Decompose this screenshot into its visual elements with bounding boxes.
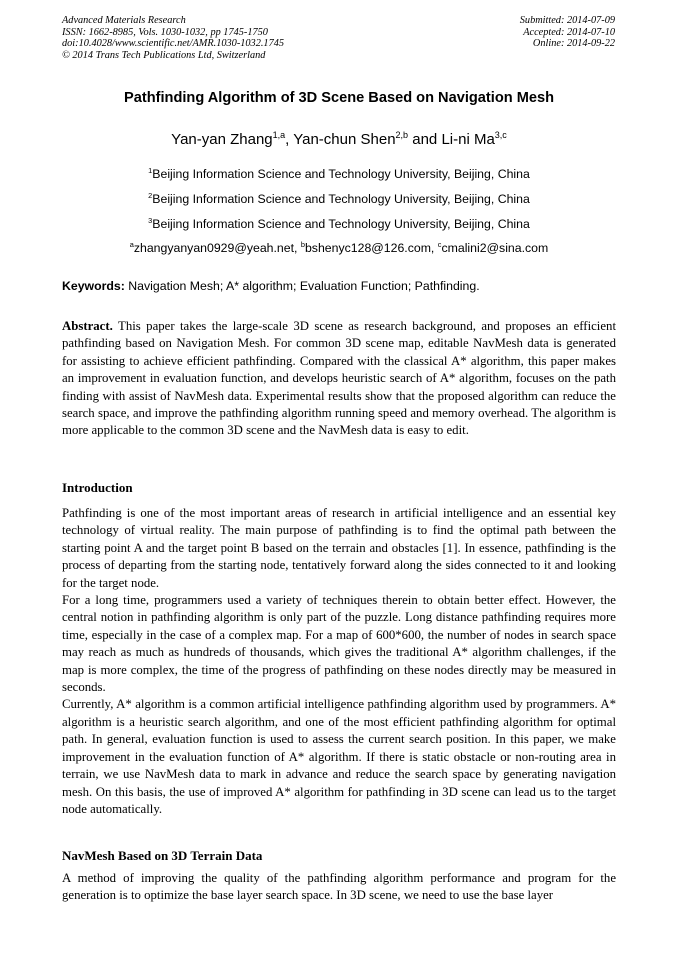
section-heading-introduction: Introduction [62, 480, 133, 495]
email-mark: b [300, 239, 305, 249]
abstract-text: This paper takes the large-scale 3D scene as research background, and proposes an efficient pathfinding based on Navigation Mesh. For common 3D scene map, editable NavMesh data is generated for assisting to achieve efficient pathfinding. Compared with the classical A* algorithm, this paper makes an improvement in evaluation function, and develops heuristic search of A* algorithm, focuses on the path finding with assist of NavMesh data. Experimental results show that the proposed algorithm can reduce the search space, and improve the pathfinding algorithm running speed and memory overhead. The algorithm is more applicable to the common 3D scene and the NavMesh data is easy to edit. [62, 319, 616, 438]
abstract [62, 318, 616, 440]
introduction-body [62, 505, 616, 818]
affiliation-text: Beijing Information Science and Technology University, Beijing, China [152, 167, 530, 181]
affiliation-mark: 3 [148, 215, 153, 225]
author-affiliation-mark: 1,a [272, 130, 286, 140]
author-separator: , [285, 131, 294, 148]
email-mark: a [129, 239, 134, 249]
author-name: Yan-yan Zhang [171, 131, 273, 148]
paragraph: For a long time, programmers used a variety of techniques therein to obtain better effect. However, the central notion in pathfinding algorithm is only part of the puzzle. Long distance pathfinding requires more time, especially in the case of a complex map. For a map of 600*600, the number of nodes in search space may reach as much as hundreds of thousands, which gives the traditional A* algorithm challenges, if the map is more complex, the time of the progress of pathfinding on these nodes directly may be measured in seconds. [62, 593, 616, 695]
email-address: cmalini2@sina.com [441, 241, 549, 255]
paragraph: Pathfinding is one of the most important areas of research in artificial intelligence and an essential key technology of virtual reality. The main purpose of pathfinding is to find the optimal path between the starting point A and the target point B based on the terrain and obstacles [1]. In essence, pathfinding is the process of departing from the starting node, tentatively forward along the sides connected to it and looking for the target node. [62, 506, 616, 590]
author-affiliation-mark: 2,b [395, 130, 409, 140]
email-mark: c [437, 239, 442, 249]
email-list [0, 241, 678, 255]
author-separator: and [408, 131, 442, 148]
journal-name: Advanced Materials Research [62, 15, 186, 26]
paragraph: A method of improving the quality of the pathfinding algorithm performance and program for the generation is to optimize the base layer search space. In 3D scene, we need to use the base layer [62, 871, 616, 903]
author-affiliation-mark: 3,c [494, 130, 507, 140]
issn-line: ISSN: 1662-8985, Vols. 1030-1032, pp 1745-1750 [62, 26, 268, 38]
online-date: Online: 2014-09-22 [532, 38, 615, 50]
journal-info [62, 15, 284, 61]
keywords-label: Keywords: [62, 279, 125, 293]
email-address: zhangyanyan0929@yeah.net, [133, 241, 301, 255]
affiliation [0, 167, 678, 181]
affiliation-text: Beijing Information Science and Technology University, Beijing, China [152, 192, 530, 206]
keywords-text: Navigation Mesh; A* algorithm; Evaluation Function; Pathfinding. [124, 279, 480, 293]
affiliation-mark: 2 [148, 190, 153, 200]
copyright-line: © 2014 Trans Tech Publications Ltd, Switzerland [62, 49, 266, 61]
author-name: Yan-chun Shen [293, 131, 396, 148]
paper-title: Pathfinding Algorithm of 3D Scene Based on Navigation Mesh [123, 90, 555, 106]
navmesh-body [62, 870, 616, 905]
abstract-label: Abstract. [62, 319, 113, 333]
doi-line: doi:10.4028/www.scientific.net/AMR.1030-1032.1745 [62, 38, 285, 50]
section-heading-navmesh: NavMesh Based on 3D Terrain Data [62, 848, 263, 863]
author-name: Li-ni Ma [441, 131, 495, 148]
affiliation [0, 192, 678, 206]
submitted-date: Submitted: 2014-07-09 [519, 15, 615, 26]
paragraph: Currently, A* algorithm is a common artificial intelligence pathfinding algorithm used by programmers. A* algorithm is a heuristic search algorithm, and one of the most efficient pathfinding algorithm for optimal path. In general, evaluation function is used to assess the current search position. In this paper, we make improvement in the evaluation function of A* algorithm. If there is static obstacle or non-routing area in terrain, we use NavMesh data to mark in advance and reduce the search space by generating navigation mesh. On this basis, the use of improved A* algorithm for pathfinding in 3D scene can lead us to the target node automatically. [62, 697, 616, 816]
affiliation-mark: 1 [148, 165, 153, 175]
keywords [62, 279, 617, 293]
author-list [0, 131, 678, 148]
affiliation-text: Beijing Information Science and Technology University, Beijing, China [152, 217, 530, 231]
accepted-date: Accepted: 2014-07-10 [523, 26, 615, 38]
affiliation [0, 217, 678, 231]
publication-dates [520, 15, 615, 50]
email-address: bshenyc128@126.com, [304, 241, 438, 255]
